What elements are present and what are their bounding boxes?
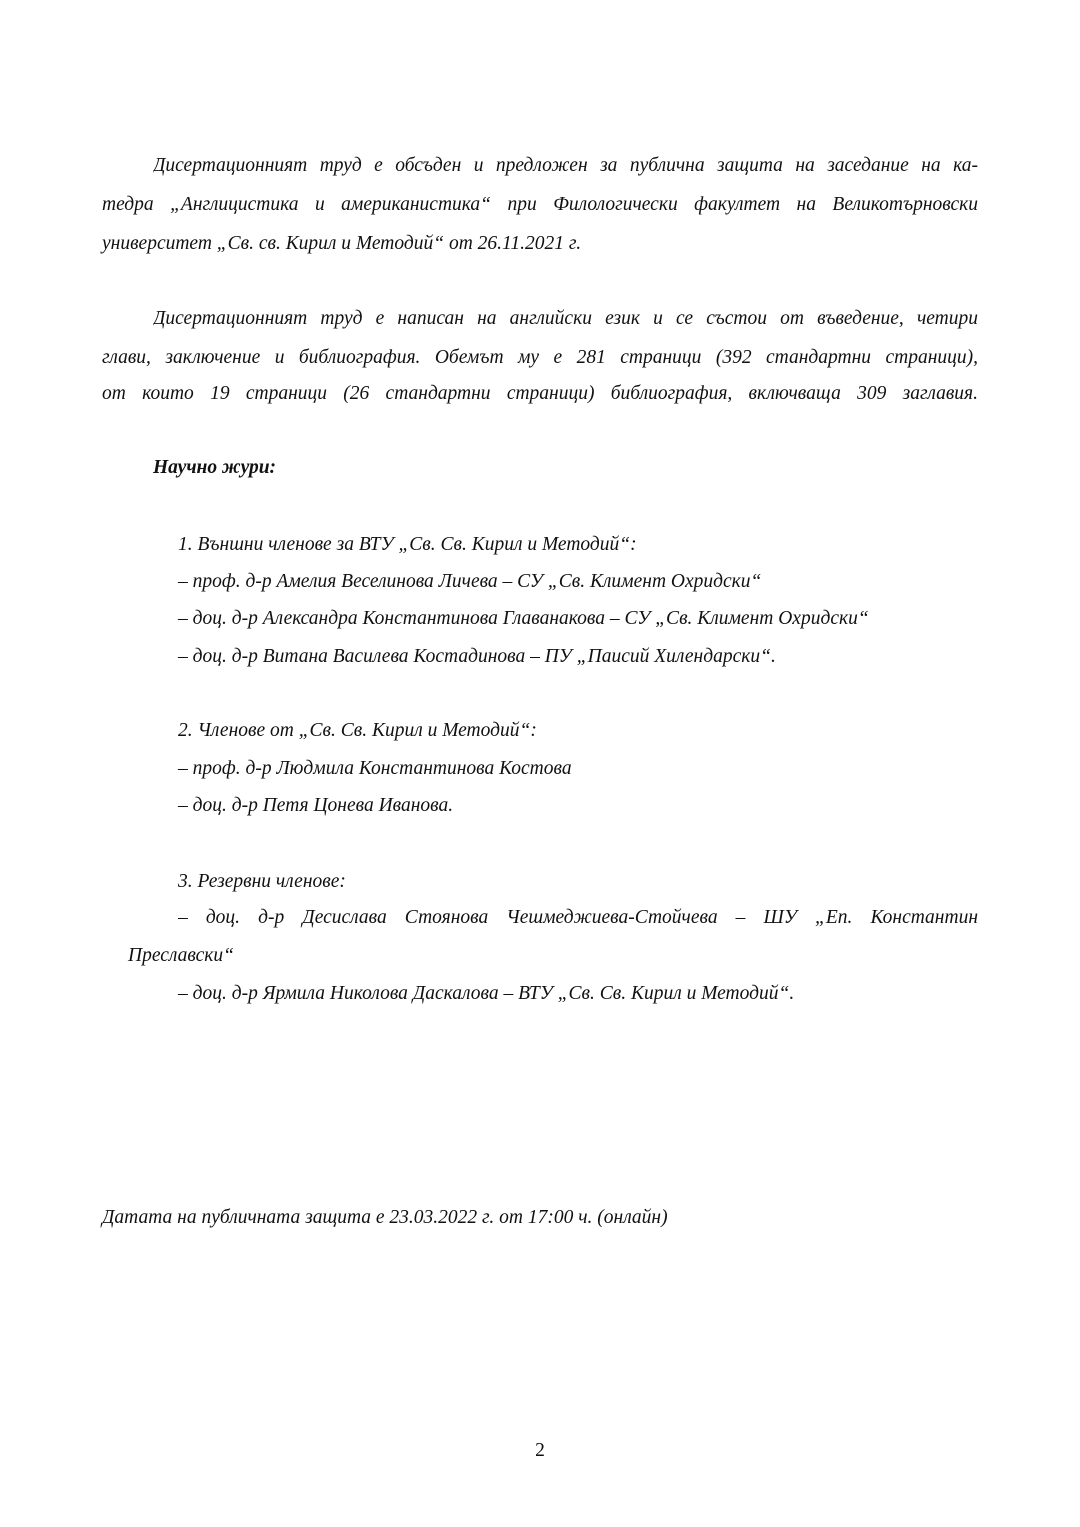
jury-group-1-member-3: – доц. д-р Витана Василева Костадинова – ПУ „Паисий Хилендарски“. bbox=[178, 646, 776, 667]
jury-group-1-title: 1. Външни членове за ВТУ „Св. Св. Кирил и Методий“: bbox=[178, 534, 637, 555]
jury-group-2-title: 2. Членове от „Св. Св. Кирил и Методий“: bbox=[178, 720, 537, 741]
jury-group-3-title: 3. Резервни членове: bbox=[178, 871, 346, 892]
paragraph-1-line-2: тедра „Англицистика и американистика“ при Филологически факултет на Великотърновски bbox=[102, 194, 978, 215]
paragraph-2-line-1: Дисертационният труд е написан на английски език и се състои от въведение, четири bbox=[153, 308, 978, 329]
paragraph-2-line-3: от които 19 страници (26 стандартни страници) библиография, включваща 309 заглавия. bbox=[102, 383, 978, 404]
jury-group-1-member-2: – доц. д-р Александра Константинова Главанакова – СУ „Св. Климент Охридски“ bbox=[178, 608, 869, 629]
paragraph-1-line-3: университет „Св. св. Кирил и Методий“ от 26.11.2021 г. bbox=[102, 233, 582, 254]
defense-date: Датата на публичната защита е 23.03.2022 г. от 17:00 ч. (онлайн) bbox=[102, 1207, 668, 1228]
jury-group-3-member-1-line-1: – доц. д-р Десислава Стоянова Чешмеджиева-Стойчева – ШУ „Еп. Константин bbox=[178, 907, 978, 928]
paragraph-2-line-2: глави, заключение и библиография. Обемът му е 281 страници (392 стандартни страници), bbox=[102, 347, 978, 368]
jury-group-1-member-1: – проф. д-р Амелия Веселинова Личева – СУ „Св. Климент Охридски“ bbox=[178, 571, 762, 592]
page-number: 2 bbox=[535, 1440, 545, 1461]
paragraph-1-line-1: Дисертационният труд е обсъден и предложен за публична защита на заседание на ка- bbox=[153, 155, 978, 176]
jury-group-3-member-2: – доц. д-р Ярмила Николова Даскалова – ВТУ „Св. Св. Кирил и Методий“. bbox=[178, 983, 795, 1004]
jury-group-2-member-2: – доц. д-р Петя Цонева Иванова. bbox=[178, 795, 454, 816]
jury-heading: Научно жури: bbox=[153, 457, 277, 478]
jury-group-3-member-1-line-2: Преславски“ bbox=[128, 945, 234, 966]
jury-group-2-member-1: – проф. д-р Людмила Константинова Костова bbox=[178, 758, 572, 779]
